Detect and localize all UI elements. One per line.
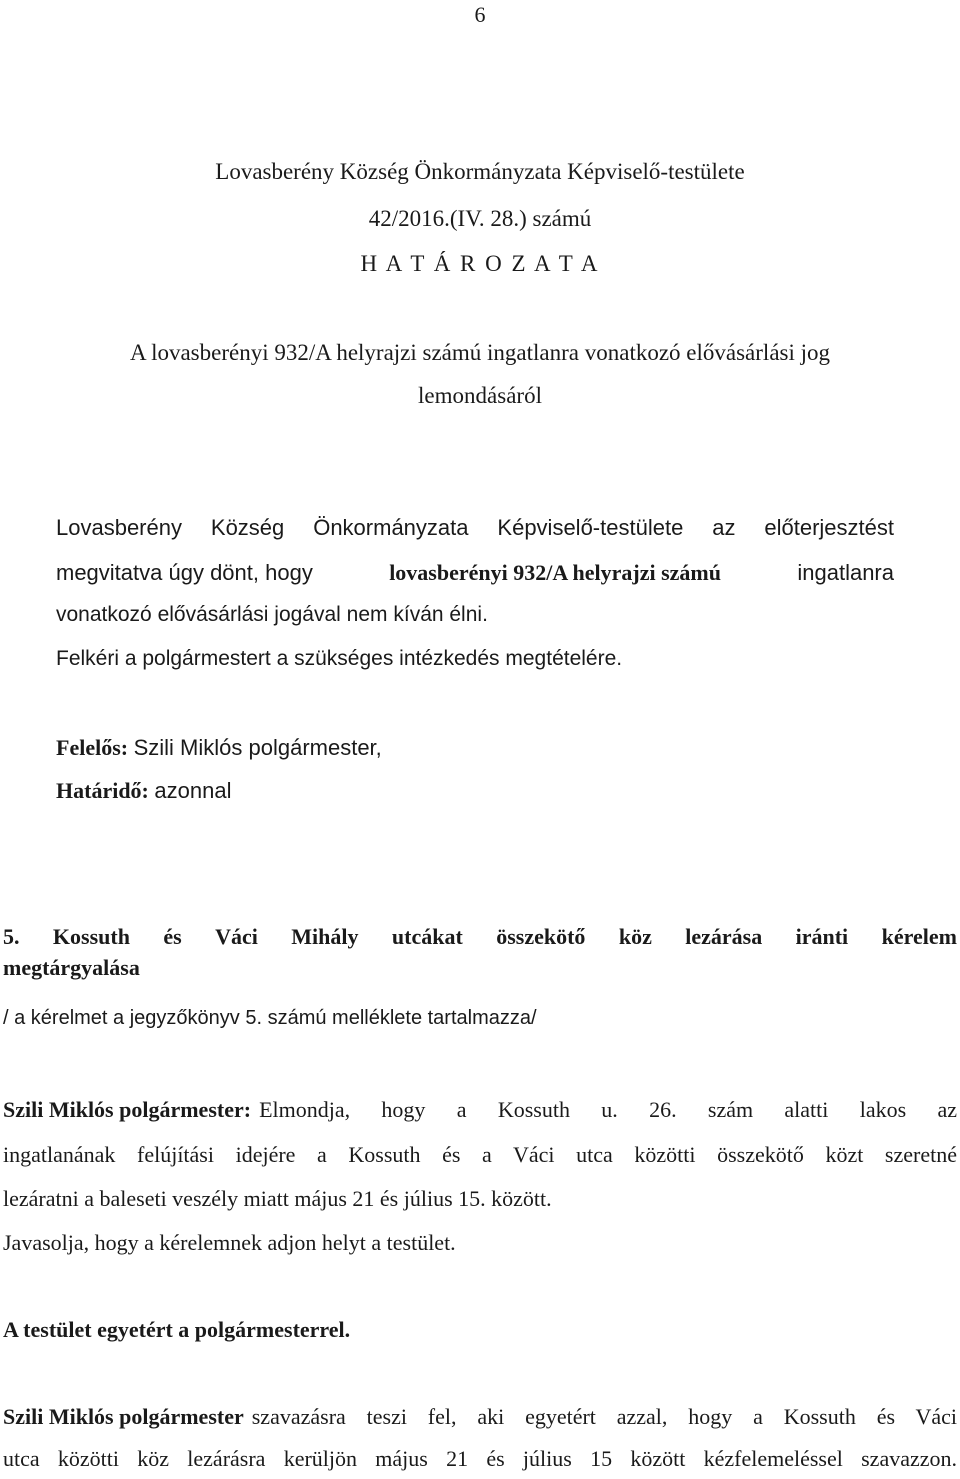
title-word: kérelem: [881, 924, 957, 949]
institution-title: Lovasberény Község Önkormányzata Képviselő-testülete: [215, 159, 745, 184]
speaker-name: Szili Miklós polgármester:: [3, 1097, 252, 1122]
document-type: H A T Á R O Z A T A: [360, 251, 600, 276]
subject-line-1: A lovasberényi 932/A helyrajzi számú ingatlanra vonatkozó elővásárlási jog: [129, 340, 831, 365]
title-word: Váci: [215, 924, 258, 949]
statement-line-3: lezáratni a baleseti veszély miatt május 21 és július 15. között.: [3, 1186, 552, 1211]
statement-line-1: [3, 1097, 957, 1123]
agenda-item-5-title-line-2: megtárgyalása: [3, 955, 140, 980]
vote-text: szavazásra teszi fel, aki egyetért azzal, hogy a Kossuth és Váci: [251, 1404, 957, 1429]
parcel-reference: lovasberényi 932/A helyrajzi számú: [389, 560, 721, 585]
page-number: 6: [474, 2, 486, 27]
speaker-name-2: Szili Miklós polgármester: [3, 1404, 244, 1429]
title-word: összekötő: [496, 924, 586, 949]
responsible-line: [56, 735, 382, 761]
statement-line-4: Javasolja, hogy a kérelemnek adjon helyt a testület.: [3, 1230, 456, 1255]
responsible-label: Felelős:: [56, 735, 129, 760]
resolution-line-4: Felkéri a polgármestert a szükséges intézkedés megtételére.: [56, 647, 623, 670]
subject-line-2: lemondásáról: [418, 383, 542, 408]
title-word: lezárása: [685, 924, 763, 949]
deadline-value: azonnal: [154, 778, 232, 803]
statement-text: Elmondja, hogy a Kossuth u. 26. szám alatti lakos az: [259, 1097, 957, 1122]
resolution-line-3: vonatkozó elővásárlási jogával nem kíván élni.: [56, 603, 488, 626]
deadline-label: Határidő:: [56, 778, 149, 803]
deadline-line: [56, 778, 231, 804]
title-word: köz: [618, 924, 652, 949]
resolution-line-1: Lovasberény Község Önkormányzata Képviselő-testülete az előterjesztést: [56, 515, 894, 540]
attachment-note: / a kérelmet a jegyzőkönyv 5. számú melléklete tartalmazza/: [3, 1007, 537, 1029]
responsible-value: Szili Miklós polgármester,: [133, 735, 382, 760]
title-word: utcákat: [391, 924, 463, 949]
agenda-item-5-title: [3, 924, 957, 950]
statement-line-2: ingatlanának felújítási idejére a Kossuth és a Váci utca közötti összekötő közt szeretné: [3, 1142, 957, 1167]
vote-line-1: [3, 1404, 957, 1430]
title-word: Mihály: [291, 924, 359, 949]
title-word: és: [163, 924, 182, 949]
council-agreement: A testület egyetért a polgármesterrel.: [3, 1317, 351, 1342]
resolution-line-2-end: ingatlanra: [797, 560, 894, 585]
resolution-number: 42/2016.(IV. 28.) számú: [368, 206, 592, 231]
agenda-item-number: 5.: [3, 924, 20, 949]
resolution-line-2: [56, 560, 894, 586]
vote-line-2: utca közötti köz lezárásra kerüljön május 21 és július 15 között kézfelemeléssel szavazzon.: [3, 1446, 957, 1471]
title-word: iránti: [795, 924, 849, 949]
resolution-line-2-start: megvitatva úgy dönt, hogy: [56, 560, 313, 585]
title-word: Kossuth: [52, 924, 130, 949]
